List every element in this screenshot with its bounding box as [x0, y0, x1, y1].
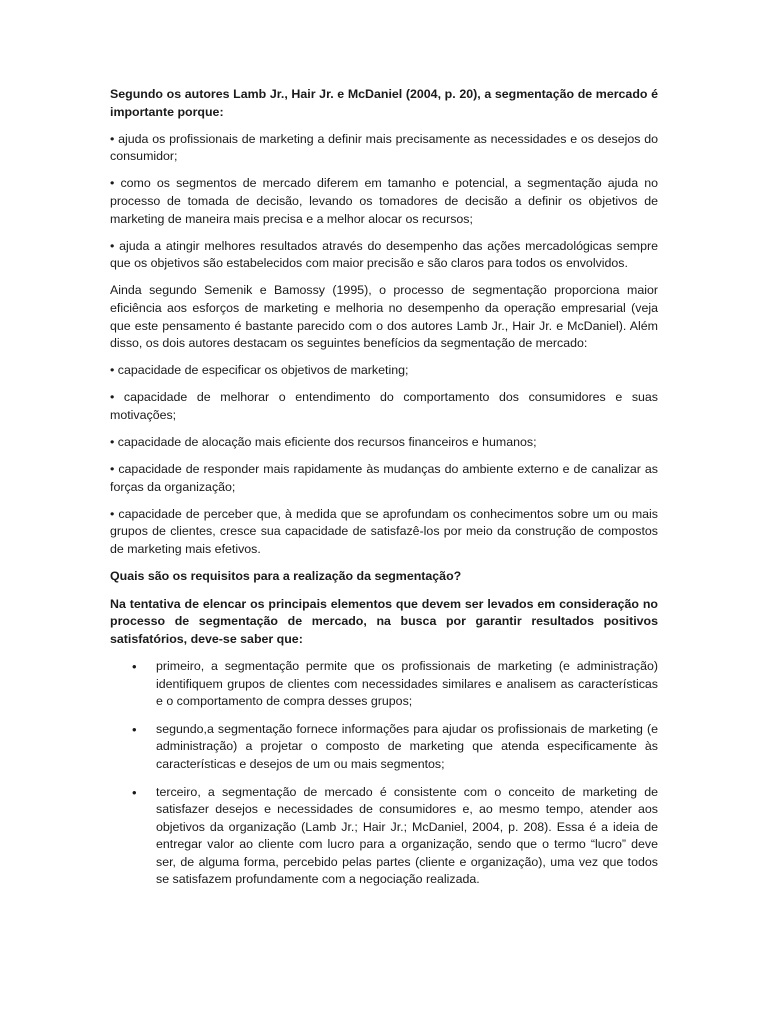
- bullet-icon: •: [132, 721, 137, 737]
- benefit-item-5: • capacidade de perceber que, à medida que se aprofundam os conhecimentos sobre um ou mais grupos de clientes, cresce sua capacidade de satisfazê-los por meio da construção de compostos de marketing mais efetivos.: [110, 506, 658, 556]
- requirement-text: terceiro, a segmentação de mercado é consistente com o conceito de marketing de satisfazer desejos e necessidades de consumidores e, ao mesmo tempo, atender aos objetivos da organização (Lamb Jr.; Hair Jr.; McDaniel, 2004, p. 208). Essa é a ideia de entregar valor ao cliente com lucro para a organização, sendo que o termo “lucro” deve ser, de alguma forma, percebido pelas partes (cliente e organização), uma vez que todos se satisfazem profundamente com a negociação realizada.: [156, 784, 658, 887]
- benefit-item-3: • capacidade de alocação mais eficiente dos recursos financeiros e humanos;: [110, 435, 537, 449]
- requirements-list: [110, 658, 658, 889]
- benefit-item-1: • capacidade de especificar os objetivos de marketing;: [110, 363, 409, 378]
- bullet-icon: •: [132, 658, 137, 674]
- requirement-text: primeiro, a segmentação permite que os profissionais de marketing (e administração) identifiquem grupos de clientes com necessidades similares e analisem as características e o comportamento de compra desses grupos;: [156, 658, 658, 709]
- question-heading: Quais são os requisitos para a realização da segmentação?: [110, 569, 462, 584]
- requirement-text: segundo,a segmentação fornece informações para ajudar os profissionais de marketing (e administração) a projetar o composto de marketing que atenda especificamente às características e desejos de um ou mais segmentos;: [156, 721, 658, 771]
- requirements-intro: Na tentativa de elencar os principais elementos que devem ser levados em consideração no processo de segmentação de mercado, na busca por garantir resultados positivos satisfatórios, deve-se saber que:: [110, 596, 658, 646]
- requirement-item-2: [110, 721, 658, 774]
- intro-paragraph: Segundo os autores Lamb Jr., Hair Jr. e McDaniel (2004, p. 20), a segmentação de mercado é importante porque:: [110, 87, 658, 119]
- importance-item-2: • como os segmentos de mercado diferem em tamanho e potencial, a segmentação ajuda no processo de tomada de decisão, levando os tomadores de decisão a definir os objetivos de marketing de maneira mais precisa e a melhor alocar os recursos;: [110, 176, 658, 226]
- bullet-icon: •: [132, 784, 137, 800]
- benefit-item-4: • capacidade de responder mais rapidamente às mudanças do ambiente externo e de canalizar as forças da organização;: [110, 462, 658, 494]
- importance-item-1: • ajuda os profissionais de marketing a definir mais precisamente as necessidades e os desejos do consumidor;: [110, 131, 658, 164]
- requirement-item-1: [110, 658, 658, 711]
- requirement-item-3: [110, 784, 658, 890]
- importance-item-3: • ajuda a atingir melhores resultados através do desempenho das ações mercadológicas sempre que os objetivos são estabelecidos com maior precisão e são claros para todos os envolvidos.: [110, 238, 658, 271]
- semenik-paragraph: Ainda segundo Semenik e Bamossy (1995), o processo de segmentação proporciona maior eficiência aos esforços de marketing e melhoria no desempenho da operação empresarial (veja que este pensamento é bastante parecido com o dos autores Lamb Jr., Hair Jr. e McDaniel). Além disso, os dois autores destacam os seguintes benefícios da segmentação de mercado:: [110, 283, 658, 351]
- benefit-item-2: • capacidade de melhorar o entendimento do comportamento dos consumidores e suas motivações;: [110, 390, 658, 422]
